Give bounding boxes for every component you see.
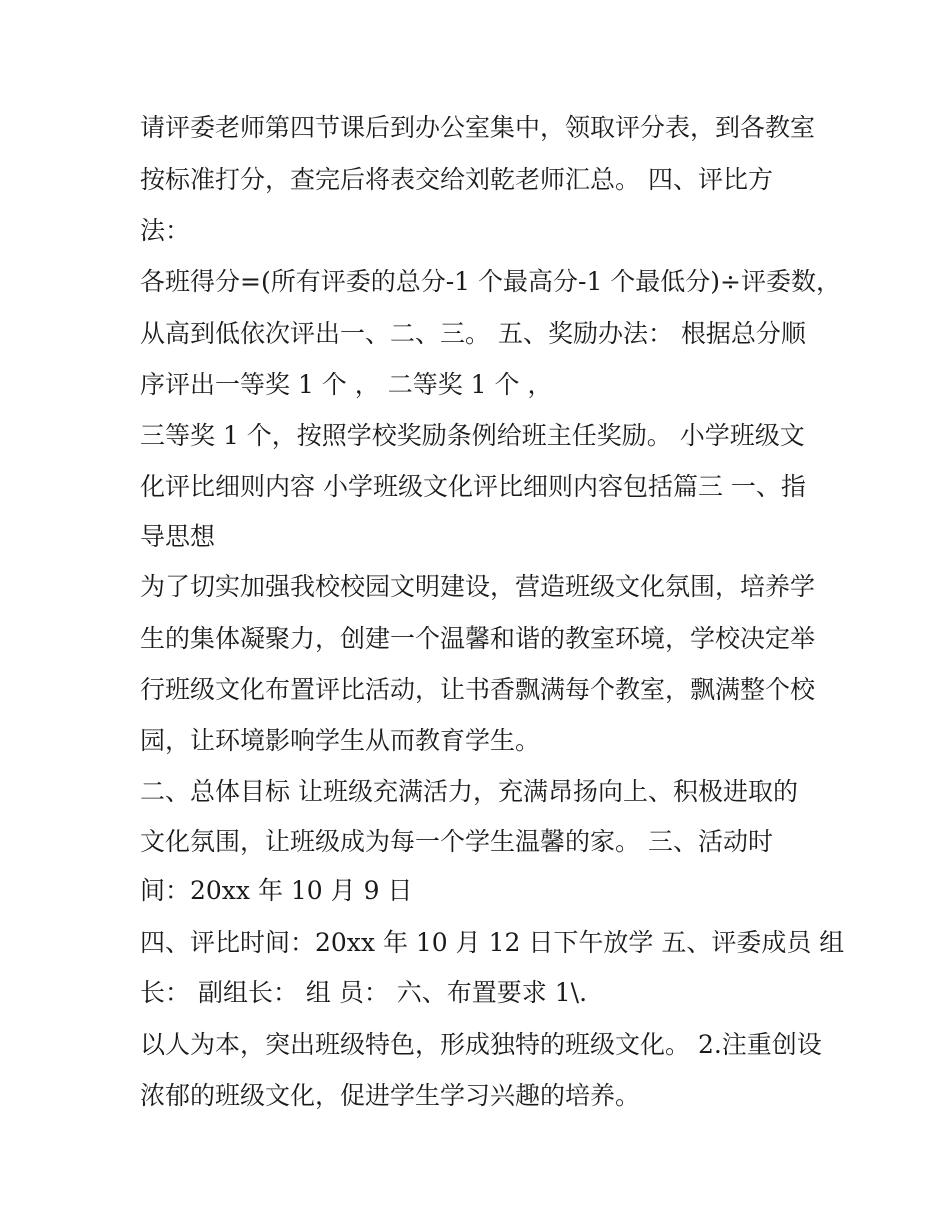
text-line: 行班级文化布置评比活动，让书香飘满每个教室，飘满整个校 [140, 675, 816, 704]
text-line: 以人为本，突出班级特色，形成独特的班级文化。 2.注重创设 [140, 1030, 822, 1059]
text-line: 浓郁的班级文化，促进学生学习兴趣的培养。 [140, 1081, 641, 1110]
text-line: 法： [140, 216, 191, 245]
text-line: 为了切实加强我校校园文明建设，营造班级文化氛围，培养学 [140, 572, 816, 601]
text-line: 序评出一等奖 1 个 ， 二等奖 1 个 ， [140, 370, 553, 399]
text-line: 请评委老师第四节课后到办公室集中，领取评分表，到各教室 [140, 113, 816, 142]
text-line: 化评比细则内容 小学班级文化评比细则内容包括篇三 一、指 [140, 472, 806, 501]
text-line: 长： 副组长： 组 员： 六、布置要求 1\. [140, 978, 588, 1007]
text-line: 三等奖 1 个，按照学校奖励条例给班主任奖励。 小学班级文 [140, 421, 805, 450]
text-line: 导思想 [140, 522, 216, 551]
text-line: 二、总体目标 让班级充满活力，充满昂扬向上、积极进取的 [140, 777, 798, 806]
text-line: 文化氛围，让班级成为每一个学生温馨的家。 三、活动时 [140, 827, 773, 856]
text-line: 按标准打分，查完后将表交给刘乾老师汇总。 四、评比方 [140, 165, 773, 194]
text-line: 从高到低依次评出一、二、三。 五、奖励办法： 根据总分顺 [140, 319, 806, 348]
text-line: 各班得分=(所有评委的总分-1 个最高分-1 个最低分)÷评委数， [140, 267, 842, 296]
text-line: 生的集体凝聚力，创建一个温馨和谐的教室环境，学校决定举 [140, 624, 816, 653]
text-line: 园，让环境影响学生从而教育学生。 [140, 726, 541, 755]
text-line: 四、评比时间：20xx 年 10 月 12 日下午放学 五、评委成员 组 [140, 928, 845, 957]
text-line: 间：20xx 年 10 月 9 日 [140, 876, 413, 905]
